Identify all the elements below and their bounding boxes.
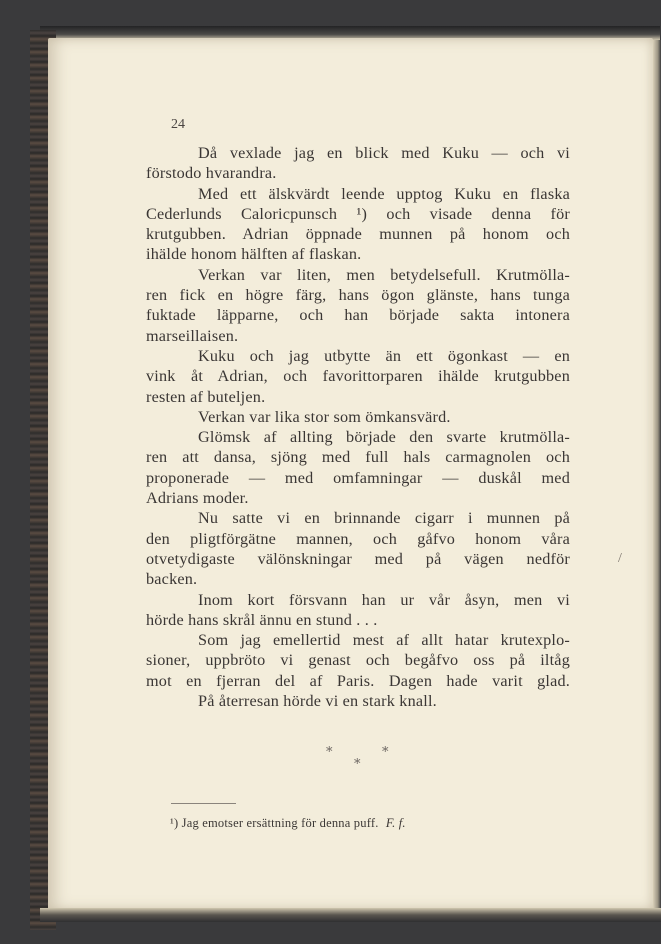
asterisk-ornament: * — [326, 745, 333, 760]
text-line: hörde hans skrål ännu en stund . . . — [146, 610, 378, 629]
footnote — [170, 816, 406, 831]
asterisk-ornament: * — [354, 757, 361, 772]
text-line: otvetydigaste välönskningar med på vägen nedför — [146, 549, 570, 568]
text-line: Glömsk af allting började den svarte krutmölla- — [198, 428, 570, 447]
section-break-ornament — [300, 745, 420, 775]
text-line: Med ett älskvärdt leende upptog Kuku en flaska — [198, 184, 570, 203]
text-line: ren fick en högre färg, hans ögon glänste, hans tunga — [146, 286, 570, 305]
footnote-text: Jag emotser ersättning för denna puff. — [181, 816, 379, 830]
text-line: Verkan var liten, men betydelsefull. Krutmölla- — [198, 265, 570, 284]
text-line: Kuku och jag utbytte än ett ögonkast — en — [198, 346, 570, 365]
text-line: proponerade — med omfamningar — duskål med — [146, 468, 570, 487]
text-line: sioner, uppbröto vi genast och begåfvo oss på iltåg — [146, 651, 570, 670]
asterisk-ornament: * — [382, 745, 389, 760]
text-line: mot en fjerran del af Paris. Dagen hade varit glad. — [146, 671, 570, 690]
footnote-marker: ¹) — [170, 816, 179, 830]
text-line: backen. — [146, 570, 198, 589]
text-line: ren att dansa, sjöng med full hals carmagnolen och — [146, 448, 570, 467]
text-line: den pligtförgätne mannen, och gåfvo honom våra — [146, 529, 570, 548]
text-line: förstodo hvarandra. — [146, 164, 277, 183]
text-line: vink åt Adrian, och favorittorparen ihälde krutgubben — [146, 367, 570, 386]
text-line: ihälde honom hälften af flaskan. — [146, 245, 362, 264]
text-line: Inom kort försvann han ur vår åsyn, men vi — [198, 590, 570, 609]
text-line: Då vexlade jag en blick med Kuku — och vi — [198, 144, 570, 162]
page-number: 24 — [171, 117, 185, 132]
footnote-signature: F. f. — [385, 816, 406, 830]
text-line: Nu satte vi en brinnande cigarr i munnen på — [198, 509, 570, 528]
text-line: Adrians moder. — [146, 489, 249, 508]
bottom-page-edge — [40, 908, 661, 922]
footnote-rule — [171, 803, 236, 804]
text-line: krutgubben. Adrian öppnade munnen på honom och — [146, 225, 570, 244]
text-line: marseillaisen. — [146, 326, 239, 345]
margin-mark: / — [618, 551, 622, 566]
text-line: fuktade läpparne, och han började sakta intonera — [146, 306, 570, 325]
text-line: resten af buteljen. — [146, 387, 266, 406]
text-line: På återresan hörde vi en stark knall. — [198, 692, 437, 711]
right-page-edge — [653, 40, 661, 910]
text-line: Som jag emellertid mest af allt hatar krutexplo- — [198, 631, 570, 650]
text-line: Cederlunds Caloricpunsch ¹) och visade denna för — [146, 204, 570, 223]
body-text — [146, 143, 570, 711]
text-line: Verkan var lika stor som ömkansvärd. — [198, 407, 451, 426]
